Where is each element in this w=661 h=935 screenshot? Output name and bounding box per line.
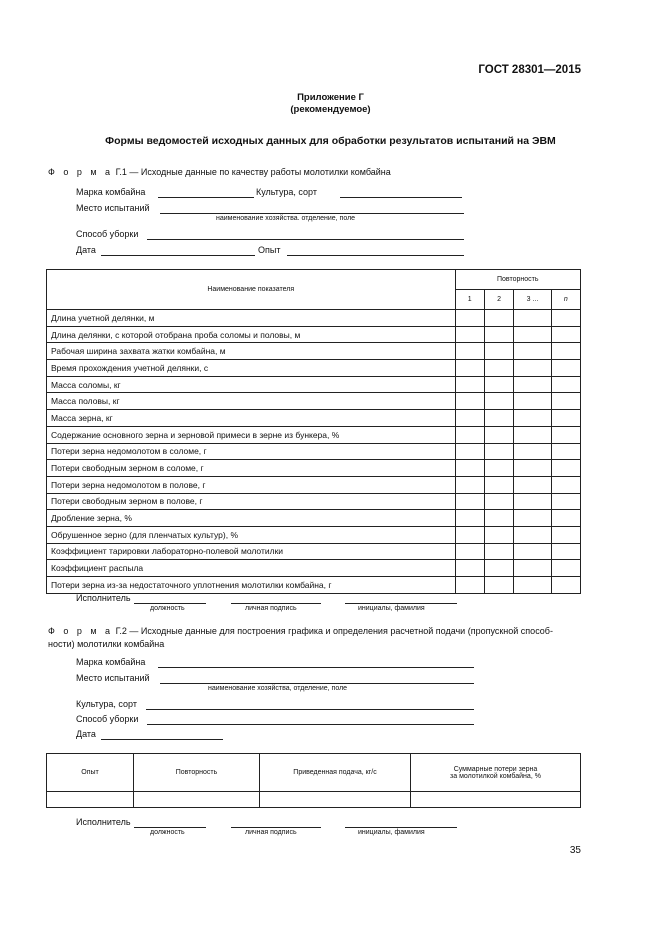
value-cell[interactable] — [484, 476, 513, 493]
value-cell[interactable] — [484, 410, 513, 427]
form1-crop-line[interactable] — [340, 197, 462, 198]
table-row — [47, 560, 581, 577]
form1-name-hint: инициалы, фамилия — [358, 605, 425, 612]
value-cell[interactable] — [551, 376, 580, 393]
form2-place-line[interactable] — [160, 683, 474, 684]
form2-place-hint: наименование хозяйства, отделение, поле — [208, 685, 348, 692]
value-cell[interactable] — [484, 560, 513, 577]
value-cell[interactable] — [484, 343, 513, 360]
value-cell[interactable] — [484, 543, 513, 560]
form1-caption-text: Г.1 — Исходные данные по качеству работы молотилки комбайна — [113, 167, 391, 177]
form2-position-hint: должность — [150, 829, 185, 836]
value-cell[interactable] — [455, 310, 484, 327]
col-losses-header — [411, 754, 581, 792]
value-cell[interactable] — [455, 326, 484, 343]
form2-sign-line[interactable] — [231, 827, 321, 828]
value-cell[interactable] — [455, 526, 484, 543]
value-cell[interactable] — [514, 393, 551, 410]
value-cell[interactable] — [455, 376, 484, 393]
value-cell[interactable] — [551, 577, 580, 594]
indicator-label: Потери свободным зерном в полове, г — [47, 493, 456, 510]
value-cell[interactable] — [484, 376, 513, 393]
value-cell[interactable] — [484, 510, 513, 527]
value-cell[interactable] — [551, 393, 580, 410]
value-cell[interactable] — [551, 560, 580, 577]
form2-method-line[interactable] — [147, 724, 474, 725]
value-cell[interactable] — [551, 443, 580, 460]
repeat-col-4: n — [551, 290, 580, 310]
form2-brand-label: Марка комбайна — [76, 657, 146, 667]
value-cell[interactable] — [484, 310, 513, 327]
form1-table — [46, 269, 581, 594]
value-cell[interactable] — [514, 526, 551, 543]
value-cell[interactable] — [455, 543, 484, 560]
value-cell[interactable] — [484, 360, 513, 377]
table-row — [47, 510, 581, 527]
value-cell[interactable] — [455, 343, 484, 360]
indicator-label: Масса соломы, кг — [47, 376, 456, 393]
page-number: 35 — [569, 845, 581, 856]
col-trial-header: Опыт — [47, 754, 134, 792]
col-indicator-header: Наименование показателя — [47, 270, 456, 310]
form2-date-label: Дата — [76, 729, 96, 739]
value-cell[interactable] — [514, 310, 551, 327]
value-cell[interactable] — [455, 360, 484, 377]
value-cell[interactable] — [455, 443, 484, 460]
form1-sign-line[interactable] — [231, 603, 321, 604]
form2-caption-line2: ности) молотилки комбайна — [48, 639, 165, 649]
form2-caption — [48, 625, 608, 651]
value-cell[interactable] — [455, 410, 484, 427]
table-row — [47, 376, 581, 393]
form2-place-label: Место испытаний — [76, 673, 150, 683]
form1-caption — [48, 166, 391, 179]
table-row — [47, 426, 581, 443]
col-repeat-header: Повторность — [455, 270, 581, 290]
indicator-label: Содержание основного зерна и зерновой примеси в зерне из бункера, % — [47, 426, 456, 443]
table-row — [47, 526, 581, 543]
form2-crop-line[interactable] — [146, 709, 474, 710]
value-cell[interactable] — [514, 577, 551, 594]
form1-signature-label: Исполнитель — [76, 593, 131, 603]
table-row — [47, 577, 581, 594]
form1-trial-label: Опыт — [258, 245, 281, 255]
value-cell[interactable] — [514, 543, 551, 560]
value-cell[interactable] — [484, 326, 513, 343]
form1-method-label: Способ уборки — [76, 229, 139, 239]
value-cell[interactable] — [484, 493, 513, 510]
form2-position-line[interactable] — [134, 827, 206, 828]
value-cell[interactable] — [514, 326, 551, 343]
table-row — [47, 460, 581, 477]
form1-position-line[interactable] — [134, 603, 206, 604]
form1-brand-label: Марка комбайна — [76, 187, 146, 197]
table-row — [47, 443, 581, 460]
table-row — [47, 343, 581, 360]
appendix-title: Приложение Г — [297, 92, 364, 103]
form1-date-label: Дата — [76, 245, 96, 255]
repeat-col-1: 1 — [455, 290, 484, 310]
col-repeat-header-2: Повторность — [134, 754, 260, 792]
value-cell[interactable] — [484, 577, 513, 594]
value-cell[interactable] — [455, 560, 484, 577]
indicator-label: Рабочая ширина захвата жатки комбайна, м — [47, 343, 456, 360]
value-cell[interactable] — [484, 426, 513, 443]
indicator-label: Потери зерна недомолотом в соломе, г — [47, 443, 456, 460]
value-cell[interactable] — [551, 510, 580, 527]
table-row — [47, 543, 581, 560]
value-cell[interactable] — [455, 510, 484, 527]
form2-crop-label: Культура, сорт — [76, 699, 137, 709]
form1-brand-line[interactable] — [158, 197, 254, 198]
form2-name-line[interactable] — [345, 827, 457, 828]
table-row — [47, 360, 581, 377]
cell-feed[interactable] — [260, 792, 411, 808]
form1-position-hint: должность — [150, 605, 185, 612]
value-cell[interactable] — [514, 560, 551, 577]
value-cell[interactable] — [514, 426, 551, 443]
value-cell[interactable] — [551, 326, 580, 343]
value-cell[interactable] — [455, 577, 484, 594]
form1-sign-hint: личная подпись — [245, 605, 297, 612]
appendix-subtitle: (рекомендуемое) — [290, 104, 371, 115]
cell-repeat[interactable] — [134, 792, 260, 808]
indicator-label: Время прохождения учетной делянки, с — [47, 360, 456, 377]
form2-date-line[interactable] — [101, 739, 223, 740]
cell-losses[interactable] — [411, 792, 581, 808]
indicator-label: Обрушенное зерно (для пленчатых культур), % — [47, 526, 456, 543]
value-cell[interactable] — [514, 510, 551, 527]
form1-trial-line[interactable] — [287, 255, 464, 256]
value-cell[interactable] — [551, 460, 580, 477]
form2-name-hint: инициалы, фамилия — [358, 829, 425, 836]
value-cell[interactable] — [455, 393, 484, 410]
value-cell[interactable] — [484, 526, 513, 543]
value-cell[interactable] — [514, 376, 551, 393]
value-cell[interactable] — [514, 476, 551, 493]
form1-method-line[interactable] — [147, 239, 464, 240]
value-cell[interactable] — [514, 410, 551, 427]
value-cell[interactable] — [551, 526, 580, 543]
indicator-label: Потери зерна из-за недостаточного уплотнения молотилки комбайна, г — [47, 577, 456, 594]
form1-prefix: Ф о р м а — [48, 167, 114, 177]
value-cell[interactable] — [484, 393, 513, 410]
repeat-col-3: 3 ... — [514, 290, 551, 310]
cell-trial[interactable] — [47, 792, 134, 808]
form2-signature-label: Исполнитель — [76, 817, 131, 827]
col-losses-line2: за молотилкой комбайна, % — [450, 772, 541, 780]
table-row — [47, 310, 581, 327]
value-cell[interactable] — [484, 443, 513, 460]
indicator-label: Длина учетной делянки, м — [47, 310, 456, 327]
value-cell[interactable] — [514, 460, 551, 477]
col-feed-header: Приведенная подача, кг/с — [260, 754, 411, 792]
value-cell[interactable] — [514, 343, 551, 360]
indicator-label: Масса половы, кг — [47, 393, 456, 410]
value-cell[interactable] — [514, 493, 551, 510]
value-cell[interactable] — [551, 343, 580, 360]
value-cell[interactable] — [514, 443, 551, 460]
table-row — [47, 326, 581, 343]
appendix-heading — [0, 92, 661, 116]
form1-crop-label: Культура, сорт — [256, 187, 317, 197]
indicator-label: Длина делянки, с которой отобрана проба соломы и половы, м — [47, 326, 456, 343]
table-row — [47, 476, 581, 493]
col-losses-line1: Суммарные потери зерна — [453, 765, 538, 773]
form1-place-label: Место испытаний — [76, 203, 150, 213]
indicator-label: Коэффициент распыла — [47, 560, 456, 577]
indicator-label: Дробление зерна, % — [47, 510, 456, 527]
standard-number: ГОСТ 28301—2015 — [478, 64, 581, 76]
table-row — [47, 410, 581, 427]
indicator-label: Масса зерна, кг — [47, 410, 456, 427]
form2-method-label: Способ уборки — [76, 714, 139, 724]
table-row — [47, 493, 581, 510]
form2-sign-hint: личная подпись — [245, 829, 297, 836]
value-cell[interactable] — [551, 410, 580, 427]
document-title: Формы ведомостей исходных данных для обработки результатов испытаний на ЭВМ — [105, 135, 556, 147]
value-cell[interactable] — [551, 493, 580, 510]
value-cell[interactable] — [455, 460, 484, 477]
value-cell[interactable] — [551, 476, 580, 493]
value-cell[interactable] — [551, 543, 580, 560]
indicator-label: Коэффициент тарировки лабораторно-полевой молотилки — [47, 543, 456, 560]
form2-table — [46, 753, 581, 808]
value-cell[interactable] — [455, 493, 484, 510]
form1-date-line[interactable] — [101, 255, 255, 256]
form2-prefix: Ф о р м а — [48, 626, 114, 636]
value-cell[interactable] — [551, 310, 580, 327]
form2-caption-line1: Г.2 — Исходные данные для построения графика и определения расчетной подачи (пропускной способ- — [113, 626, 553, 636]
value-cell[interactable] — [551, 360, 580, 377]
value-cell[interactable] — [455, 476, 484, 493]
value-cell[interactable] — [484, 460, 513, 477]
form2-brand-line[interactable] — [158, 667, 474, 668]
form1-place-hint: наименование хозяйства. отделение, поле — [216, 215, 356, 222]
repeat-col-2: 2 — [484, 290, 513, 310]
table-row — [47, 393, 581, 410]
form1-name-line[interactable] — [345, 603, 457, 604]
value-cell[interactable] — [551, 426, 580, 443]
indicator-label: Потери зерна недомолотом в полове, г — [47, 476, 456, 493]
value-cell[interactable] — [455, 426, 484, 443]
indicator-label: Потери свободным зерном в соломе, г — [47, 460, 456, 477]
value-cell[interactable] — [514, 360, 551, 377]
form1-place-line[interactable] — [160, 213, 464, 214]
